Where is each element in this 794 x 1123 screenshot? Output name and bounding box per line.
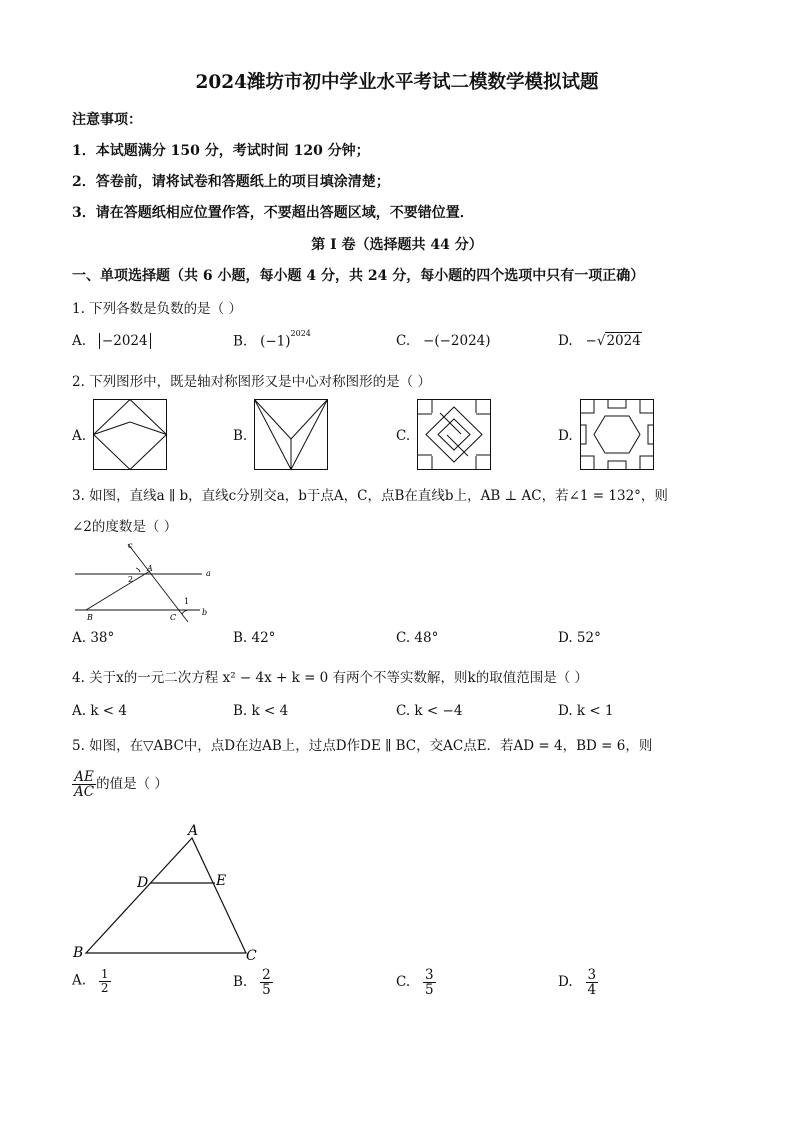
q3-stem-line1: 3. 如图，直线a ∥ b，直线c分别交a，b于点A，C，点B在直线b上，AB ⊥ AC，若∠1 = 132°，则 xyxy=(72,488,668,504)
q5-option-b xyxy=(233,968,273,997)
q5-option-c-den: 5 xyxy=(425,982,434,999)
q3-segment-ab xyxy=(86,571,150,610)
q5-stem-line1: 5. 如图，在▽ABC中，点D在边AB上，过点D作DE ∥ BC，交AC点E．若AD = 4，BD = 6，则 xyxy=(72,738,653,754)
volume-heading: 第 I 卷（选择题共 44 分） xyxy=(311,237,483,253)
q5-fraction-num: AE xyxy=(72,770,96,785)
q3-option-b: B. 42° xyxy=(233,630,276,646)
q5-option-d-fraction xyxy=(586,968,599,997)
q5-option-a xyxy=(72,968,111,994)
q5-fraction-den: AC xyxy=(74,784,95,801)
q5-option-b-num: 2 xyxy=(262,967,271,983)
q2-figure-d xyxy=(580,399,654,470)
q3-label-a: a xyxy=(206,569,211,578)
q4-stem: 4. 关于x的一元二次方程 x² − 4x + k = 0 有两个不等实数解，则k的取值范围是（ ） xyxy=(72,670,589,686)
q2-figure-c xyxy=(417,399,491,470)
q5-option-a-den: 2 xyxy=(100,980,109,995)
q1-option-d xyxy=(558,333,642,349)
q4-option-b: B. k < 4 xyxy=(233,703,289,719)
q5-label-a: A. xyxy=(72,972,87,989)
q3-stem-line2: ∠2的度数是（ ） xyxy=(72,519,178,535)
q1-label-c: C. xyxy=(396,333,411,349)
q3-option-a: A. 38° xyxy=(72,630,115,646)
q1-b-exponent: 2024 xyxy=(290,329,311,338)
page-title: 2024潍坊市初中学业水平考试二模数学模拟试题 xyxy=(195,72,599,93)
q1-c-expr: −(−2024) xyxy=(423,333,491,349)
q4-option-d: D. k < 1 xyxy=(558,703,614,719)
q5-label-d: D. xyxy=(558,974,573,991)
q5-option-c-fraction xyxy=(423,968,436,997)
q5-option-c-num: 3 xyxy=(425,967,434,983)
q5-stem-tail: 的值是（ ） xyxy=(96,776,168,793)
q3-label-2: 2 xyxy=(128,575,134,584)
q2-figure-a xyxy=(93,399,167,470)
part-heading: 一、单项选择题（共 6 小题，每小题 4 分，共 24 分，每小题的四个选项中只有一项正确） xyxy=(72,268,645,284)
q5-option-d xyxy=(558,968,598,997)
notice-item-1: 1．本试题满分 150 分，考试时间 120 分钟； xyxy=(72,143,370,159)
notice-item-2: 2．答卷前，请将试卷和答题纸上的项目填涂清楚； xyxy=(72,174,390,190)
q1-a-expr: −2024 xyxy=(99,333,151,349)
q3-label-B: B xyxy=(87,613,93,622)
q1-d-sign: − xyxy=(585,333,597,349)
q5-option-a-fraction xyxy=(99,968,111,994)
q2-figure-b xyxy=(254,399,328,470)
q5-option-b-den: 5 xyxy=(262,982,271,999)
q3-figure xyxy=(70,538,220,626)
q2-label-b: B. xyxy=(233,428,248,444)
q5-figure xyxy=(70,820,270,965)
q4-option-a: A. k < 4 xyxy=(72,703,127,719)
q2-label-d: D. xyxy=(558,428,573,444)
q3-label-c: c xyxy=(128,541,133,550)
q3-option-d: D. 52° xyxy=(558,630,601,646)
q1-label-a: A. xyxy=(72,333,87,349)
q5-option-a-num: 1 xyxy=(100,967,109,981)
q3-label-A: A xyxy=(147,564,153,573)
q5-label-B: B xyxy=(73,945,84,961)
q1-option-b xyxy=(233,329,311,350)
q1-b-base: (−1) xyxy=(260,333,291,350)
q5-option-d-num: 3 xyxy=(587,967,597,983)
q2-label-c: C. xyxy=(396,428,411,444)
q3-label-1: 1 xyxy=(184,597,190,606)
q5-label-A: A xyxy=(188,823,199,839)
q5-option-d-den: 4 xyxy=(587,982,597,999)
q1-option-a xyxy=(72,333,151,349)
q1-label-d: D. xyxy=(558,333,573,349)
sqrt-icon: √ xyxy=(596,333,606,349)
notice-heading: 注意事项： xyxy=(72,112,142,128)
q5-option-c xyxy=(396,968,436,997)
q5-triangle-abc xyxy=(86,838,246,953)
q5-label-E: E xyxy=(216,873,227,889)
q1-stem: 1. 下列各数是负数的是（ ） xyxy=(72,301,242,317)
q2-stem: 2. 下列图形中，既是轴对称图形又是中心对称图形的是（ ） xyxy=(72,374,431,390)
q5-label-c: C. xyxy=(396,974,411,991)
q3-option-c: C. 48° xyxy=(396,630,439,646)
q4-option-c: C. k < −4 xyxy=(396,703,463,719)
q3-label-b: b xyxy=(202,608,208,617)
q5-label-C: C xyxy=(246,948,257,964)
q2-label-a: A. xyxy=(72,428,87,444)
q1-d-radicand: 2024 xyxy=(606,333,641,349)
q5-option-b-fraction xyxy=(260,968,273,997)
q5-label-D: D xyxy=(137,875,149,891)
q5-stem-line2 xyxy=(72,770,168,799)
q5-label-b: B. xyxy=(233,974,248,991)
q1-label-b: B. xyxy=(233,333,248,350)
q3-label-C: C xyxy=(170,613,177,622)
q1-option-c xyxy=(396,333,491,349)
notice-item-3: 3．请在答题纸相应位置作答，不要超出答题区域，不要错位置． xyxy=(72,205,474,221)
q5-fraction xyxy=(72,770,96,799)
